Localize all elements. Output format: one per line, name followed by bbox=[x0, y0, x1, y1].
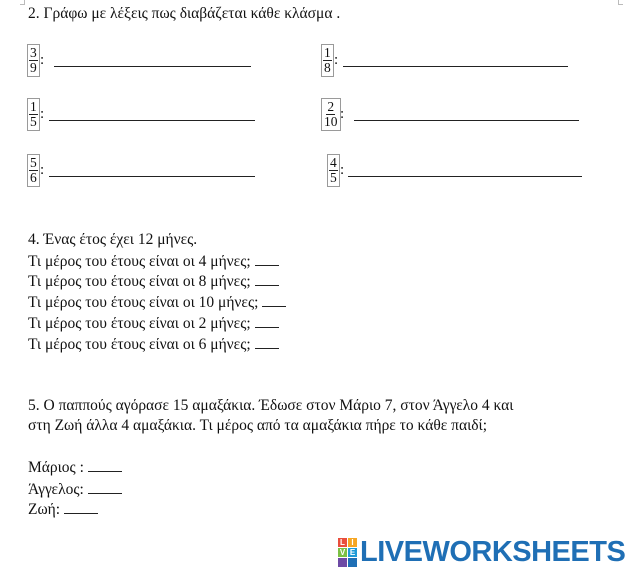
answer-blank[interactable] bbox=[255, 313, 279, 328]
q4-intro: 4. Ένας έτος έχει 12 μήνες. bbox=[28, 231, 198, 248]
q5-answer-label: Μάριος : bbox=[28, 459, 88, 476]
q4-line bbox=[28, 271, 279, 292]
page-corner-mark bbox=[20, 0, 25, 5]
q4-line bbox=[28, 334, 279, 355]
answer-line[interactable] bbox=[348, 176, 582, 177]
answer-line[interactable] bbox=[54, 66, 251, 67]
denominator: 8 bbox=[324, 60, 331, 75]
q5-answer-label: Άγγελος: bbox=[28, 481, 88, 498]
answer-line[interactable] bbox=[49, 176, 255, 177]
q4-line bbox=[28, 313, 279, 334]
numerator: 3 bbox=[30, 45, 37, 60]
answer-blank[interactable] bbox=[88, 457, 122, 472]
page-corner-mark bbox=[618, 0, 623, 5]
numerator: 1 bbox=[30, 99, 37, 114]
answer-blank[interactable] bbox=[88, 479, 122, 494]
fraction-colon: : bbox=[40, 106, 45, 122]
fraction-colon: : bbox=[40, 52, 45, 68]
logo-tile: I bbox=[348, 538, 357, 547]
q4-line bbox=[28, 292, 286, 313]
fraction-colon: : bbox=[40, 162, 45, 178]
q4-line bbox=[28, 251, 279, 272]
fraction-2-10 bbox=[321, 98, 341, 131]
logo-icon bbox=[338, 538, 357, 567]
answer-blank[interactable] bbox=[262, 292, 286, 307]
logo-tile bbox=[338, 558, 347, 567]
fraction-colon: : bbox=[334, 52, 339, 68]
q5-answer bbox=[28, 479, 122, 500]
q4-line-text: Τι μέρος του έτους είναι οι 10 μήνες; bbox=[28, 294, 263, 311]
logo-tile bbox=[348, 558, 357, 567]
logo-tile: L bbox=[338, 538, 347, 547]
fraction-colon: : bbox=[340, 106, 345, 122]
logo-text: LIVEWORKSHEETS bbox=[360, 536, 626, 568]
fraction-1-5 bbox=[27, 98, 40, 131]
denominator: 5 bbox=[330, 170, 337, 185]
answer-blank[interactable] bbox=[64, 499, 98, 514]
fraction-5-6 bbox=[27, 154, 40, 187]
numerator: 2 bbox=[327, 99, 335, 114]
answer-line[interactable] bbox=[49, 120, 255, 121]
denominator: 5 bbox=[30, 114, 37, 129]
q2-title: 2. Γράφω με λέξεις πως διαβάζεται κάθε κλάσμα . bbox=[28, 5, 341, 22]
fraction-colon: : bbox=[340, 162, 345, 178]
denominator: 9 bbox=[30, 60, 37, 75]
denominator: 10 bbox=[324, 114, 338, 129]
numerator: 1 bbox=[324, 45, 331, 60]
q5-answer bbox=[28, 499, 98, 520]
q5-line-1: 5. Ο παππούς αγόρασε 15 αμαξάκια. Έδωσε στον Μάριο 7, στον Άγγελο 4 και bbox=[28, 397, 514, 414]
fraction-3-9 bbox=[27, 44, 40, 77]
q5-answer-label: Ζωή: bbox=[28, 501, 64, 518]
logo-tile: V bbox=[339, 548, 346, 557]
answer-blank[interactable] bbox=[255, 271, 279, 286]
numerator: 4 bbox=[330, 155, 337, 170]
answer-blank[interactable] bbox=[255, 334, 279, 349]
fraction-1-8 bbox=[321, 44, 334, 77]
q4-line-text: Τι μέρος του έτους είναι οι 2 μήνες; bbox=[28, 315, 255, 332]
fraction-4-5 bbox=[327, 154, 340, 187]
answer-line[interactable] bbox=[354, 120, 579, 121]
answer-line[interactable] bbox=[343, 66, 568, 67]
liveworksheets-logo bbox=[338, 536, 625, 569]
answer-blank[interactable] bbox=[255, 251, 279, 266]
q5-answer bbox=[28, 457, 122, 478]
q5-line-2: στη Ζωή άλλα 4 αμαξάκια. Τι μέρος από τα αμαξάκια πήρε το κάθε παιδί; bbox=[28, 417, 488, 434]
q4-line-text: Τι μέρος του έτους είναι οι 6 μήνες; bbox=[28, 336, 255, 353]
q4-line-text: Τι μέρος του έτους είναι οι 4 μήνες; bbox=[28, 253, 255, 270]
q4-line-text: Τι μέρος του έτους είναι οι 8 μήνες; bbox=[28, 273, 255, 290]
logo-tile: E bbox=[349, 548, 356, 557]
numerator: 5 bbox=[30, 155, 37, 170]
denominator: 6 bbox=[30, 170, 37, 185]
